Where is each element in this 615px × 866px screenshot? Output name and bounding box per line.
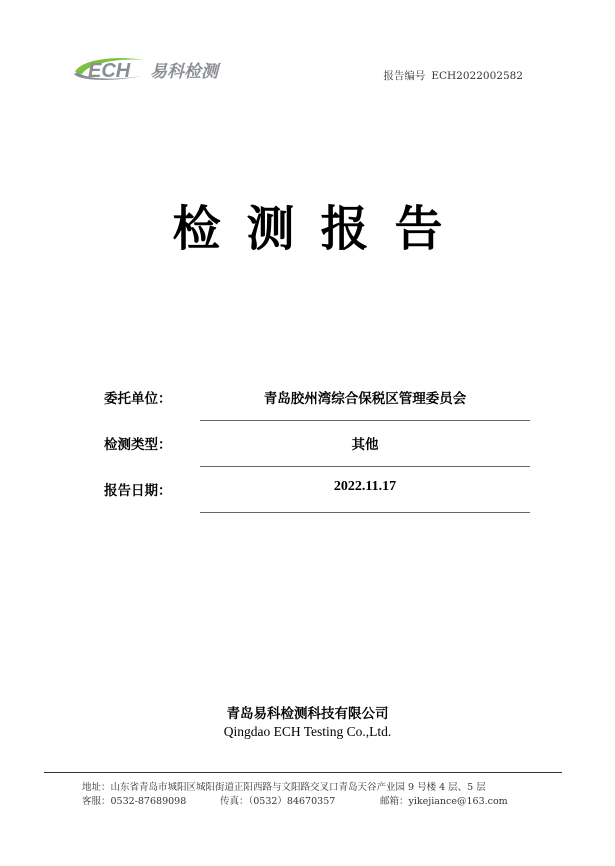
field-report-date	[104, 479, 530, 525]
field-report-date-value: 2022.11.17	[333, 479, 397, 494]
report-title: 检测报告	[172, 201, 469, 257]
field-client-value: 青岛胶州湾综合保税区管理委员会	[263, 391, 467, 407]
field-test-type	[104, 433, 530, 479]
footer-service-phone: 客服：0532-87689098	[82, 796, 187, 807]
underline	[200, 512, 530, 513]
footer-email: 邮箱：yikejiance@163.com	[380, 796, 508, 807]
footer-divider	[44, 772, 562, 773]
underline	[200, 420, 530, 421]
svg-text:ECH: ECH	[88, 60, 131, 82]
footer-address: 地址：山东省青岛市城阳区城阳街道正阳西路与文阳路交叉口青岛天谷产业园 9 号楼 4 层、5 层	[82, 782, 486, 793]
underline	[200, 466, 530, 467]
report-number	[383, 68, 523, 83]
company-logo	[72, 54, 247, 84]
field-report-date-label: 报告日期：	[104, 483, 172, 499]
report-number-label: 报告编号	[383, 70, 426, 82]
footer-contacts	[82, 793, 508, 807]
field-client	[104, 387, 530, 433]
company-name-cn: 青岛易科检测科技有限公司	[226, 706, 389, 722]
field-test-type-value: 其他	[351, 437, 379, 453]
logo-cn-text: 易科检测	[150, 62, 218, 82]
footer-fax: 传真：（0532）84670357	[220, 796, 336, 807]
report-number-value: ECH2022002582	[431, 70, 523, 82]
field-test-type-label: 检测类型：	[104, 437, 172, 453]
ech-logo-icon	[72, 54, 247, 84]
field-client-label: 委托单位：	[104, 391, 172, 407]
company-name-en: Qingdao ECH Testing Co.,Ltd.	[223, 724, 392, 739]
